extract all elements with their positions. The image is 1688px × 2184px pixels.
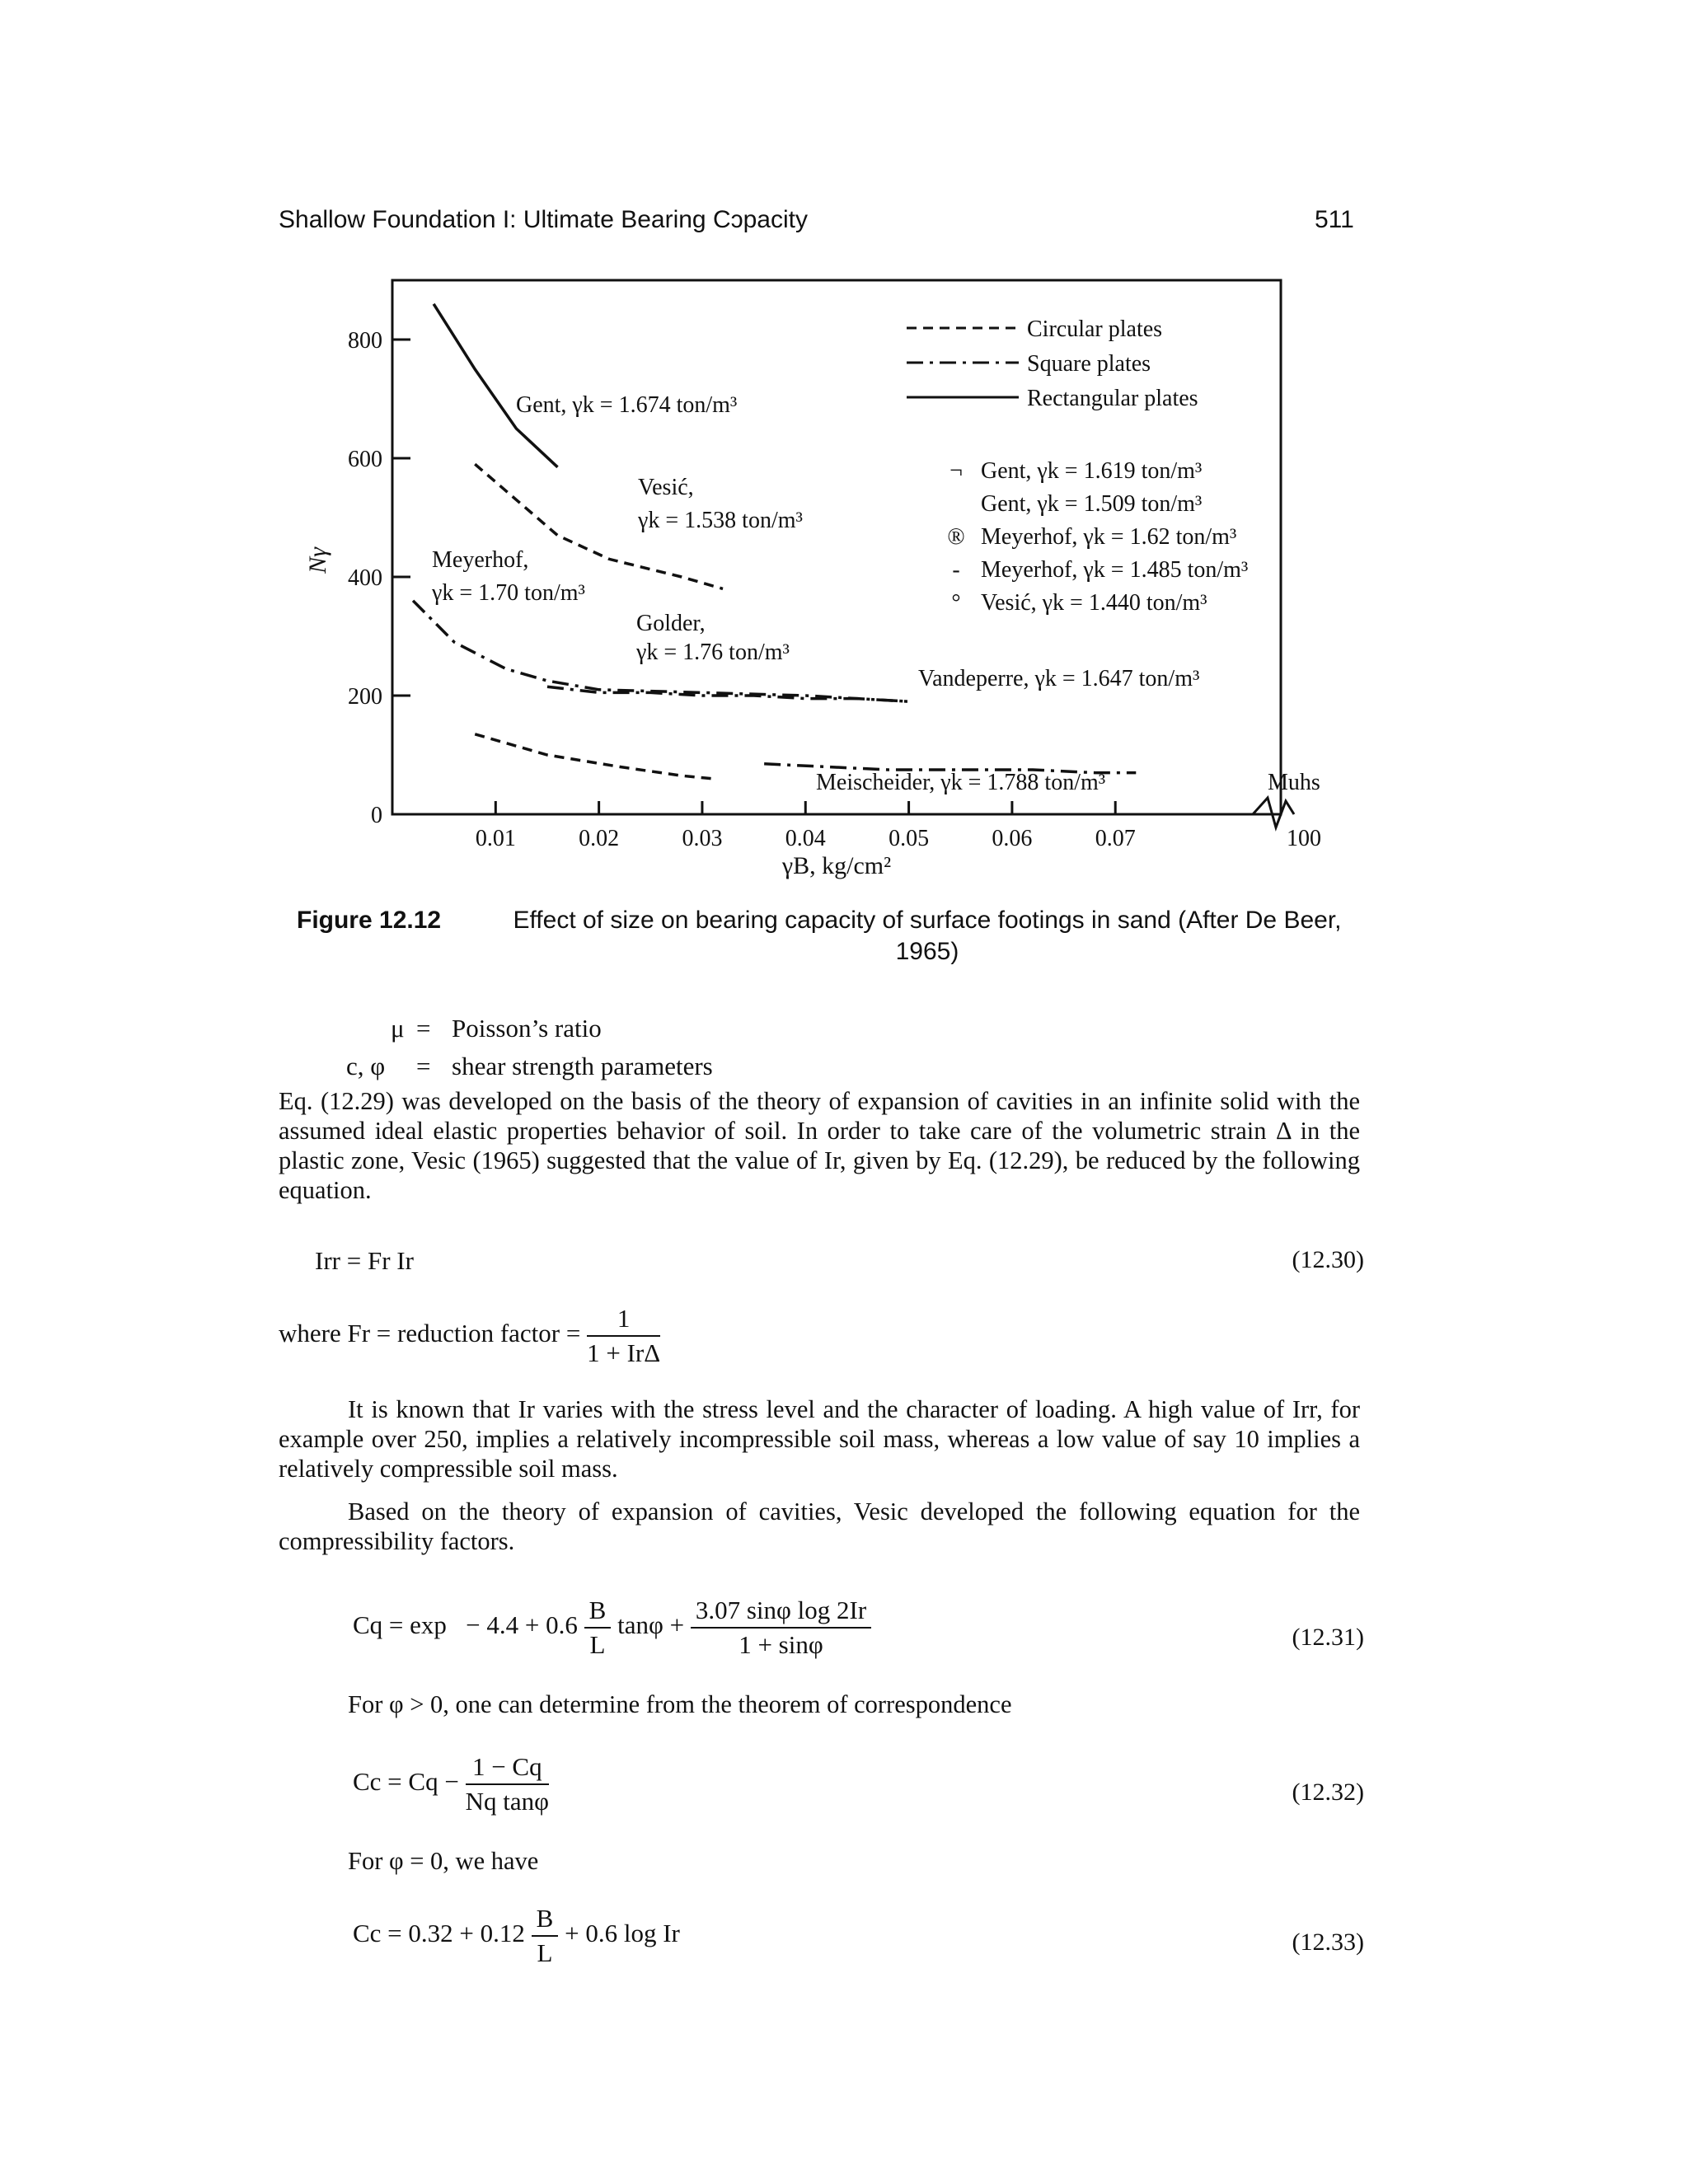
chart-annotation: Meischeider, γk = 1.788 ton/m³ — [816, 770, 1106, 795]
def-symbol-mu: μ — [391, 1014, 405, 1043]
chart-annotation: Muhs — [1268, 770, 1320, 795]
legend-marker-label: Gent, γk = 1.619 ton/m³ — [981, 458, 1203, 484]
chart-annotation: Vesić, — [638, 475, 694, 500]
eq33-den: L — [537, 1938, 553, 1967]
x-tick-label: 0.07 — [1095, 826, 1136, 851]
y-tick-label: 400 — [348, 565, 382, 591]
y-tick-label: 600 — [348, 447, 382, 472]
def-symbol-c-phi: c, φ — [346, 1052, 386, 1080]
eq33-frac — [532, 1904, 559, 1968]
legend-marker: ° — [951, 590, 961, 616]
paragraph-1: Eq. (12.29) was developed on the basis of the theory of expansion of cavities in an infinite solid with the assumed ideal elastic properties behavior of soil. In order to take care of the volumetric strain Δ in the plastic zone, Vesic (1965) suggested that the value of Ir, given by Eq. (12.29), be reduced by the following equation. — [279, 1087, 1360, 1204]
eq31-den2: 1 + sinφ — [738, 1630, 823, 1659]
equation-12-31 — [353, 1596, 871, 1660]
def-eq-2: = — [416, 1052, 431, 1080]
chart-annotation: Meyerhof, — [432, 547, 529, 573]
x-tick-label: 0.02 — [579, 826, 620, 851]
x-tick-label: 0.06 — [992, 826, 1033, 851]
equation-number-12-31: (12.31) — [1292, 1624, 1364, 1651]
x-tick-label: 0.05 — [889, 826, 930, 851]
page-number: 511 — [1315, 206, 1354, 233]
equation-12-33 — [353, 1904, 680, 1968]
eq31-mid: − 4.4 + 0.6 — [466, 1610, 578, 1640]
caption-text: Effect of size on bearing capacity of surface footings in sand (After De Beer, 1965) — [513, 907, 1342, 965]
def-eq-1: = — [416, 1014, 431, 1043]
reduction-den: 1 + IrΔ — [587, 1338, 661, 1367]
legend-marker: ® — [947, 524, 965, 550]
x-tick-label: 0.03 — [682, 826, 723, 851]
paragraph-2: It is known that Ir varies with the stress level and the character of loading. A high value of Irr, for example over 250, implies a relatively incompressible soil mass, whereas a low value of say 10 implies a relatively compressible soil mass. — [279, 1395, 1360, 1483]
eq33-rest: + 0.6 log Ir — [565, 1919, 680, 1948]
eq31-frac-b-l — [584, 1596, 612, 1660]
chart-annotation: γk = 1.76 ton/m³ — [636, 640, 790, 665]
legend-label: Square plates — [1027, 351, 1151, 377]
eq31-tan: tanφ + — [617, 1610, 685, 1640]
def-text-c-phi: shear strength parameters — [452, 1052, 713, 1080]
eq32-num: 1 − Cq — [466, 1752, 549, 1785]
equation-number-12-33: (12.33) — [1292, 1929, 1364, 1956]
y-tick-label: 800 — [348, 328, 382, 354]
eq33-lhs: Cc = 0.32 + 0.12 — [353, 1919, 525, 1948]
x-axis-label: γB, kg/cm² — [781, 852, 892, 879]
equation-12-30: Irr = Fr Ir — [315, 1246, 414, 1275]
x-tick-label: 0.01 — [475, 826, 516, 851]
y-axis-label: Nγ — [304, 547, 331, 574]
y-tick-label: 200 — [348, 684, 382, 710]
x-tick-label: 0.04 — [785, 826, 826, 851]
chart-annotation: Golder, — [636, 611, 706, 636]
paragraph-3: Based on the theory of expansion of cavities, Vesic developed the following equation for the compressibility factors. — [279, 1497, 1360, 1555]
legend-marker-label: Vesić, γk = 1.440 ton/m³ — [981, 590, 1207, 616]
legend-marker-label: Meyerhof, γk = 1.485 ton/m³ — [981, 557, 1249, 583]
where-prefix: where Fr = reduction factor = — [279, 1319, 581, 1348]
eq33-num: B — [532, 1904, 559, 1937]
equation-number-12-32: (12.32) — [1292, 1779, 1364, 1806]
chart-annotation: Vandeperre, γk = 1.647 ton/m³ — [918, 666, 1200, 691]
series-line — [475, 734, 712, 779]
chart-annotation: γk = 1.70 ton/m³ — [432, 580, 585, 606]
y-tick-label: 0 — [371, 803, 382, 828]
def-text-mu: Poisson’s ratio — [452, 1014, 602, 1043]
axis-break — [1253, 798, 1294, 827]
eq31-num: B — [584, 1596, 612, 1629]
legend — [907, 316, 1248, 616]
legend-label: Rectangular plates — [1027, 386, 1198, 411]
paragraph-4: For φ > 0, one can determine from the theorem of correspondence — [348, 1690, 1012, 1718]
eq31-lhs: Cq = exp — [353, 1610, 447, 1640]
legend-label: Circular plates — [1027, 316, 1163, 342]
running-header: Shallow Foundation I: Ultimate Bearing Cɔpacity — [279, 206, 808, 233]
paragraph-5: For φ = 0, we have — [348, 1847, 539, 1875]
legend-marker: ¬ — [950, 458, 963, 484]
reduction-num: 1 — [587, 1304, 660, 1337]
legend-marker: - — [952, 557, 960, 583]
eq31-den: L — [589, 1630, 606, 1659]
reduction-fraction — [587, 1304, 660, 1368]
equation-12-32 — [353, 1752, 549, 1816]
legend-marker-label: Gent, γk = 1.509 ton/m³ — [981, 491, 1203, 517]
eq31-frac-2 — [691, 1596, 871, 1660]
caption-label: Figure 12.12 — [297, 907, 442, 934]
eq31-num2: 3.07 sinφ log 2Ir — [691, 1596, 871, 1629]
chart-annotation: Gent, γk = 1.674 ton/m³ — [516, 392, 738, 418]
eq32-frac — [466, 1752, 549, 1816]
reduction-factor-line — [279, 1304, 660, 1368]
chart-annotation: γk = 1.538 ton/m³ — [638, 508, 803, 533]
equation-number-12-30: (12.30) — [1292, 1246, 1364, 1273]
eq32-den: Nq tanφ — [465, 1787, 549, 1816]
figure-chart — [0, 0, 1688, 898]
legend-marker-label: Meyerhof, γk = 1.62 ton/m³ — [981, 524, 1237, 550]
x-break-tick-label: 100 — [1287, 826, 1321, 851]
eq32-lhs: Cc = Cq − — [353, 1767, 459, 1797]
series-line — [434, 304, 557, 467]
